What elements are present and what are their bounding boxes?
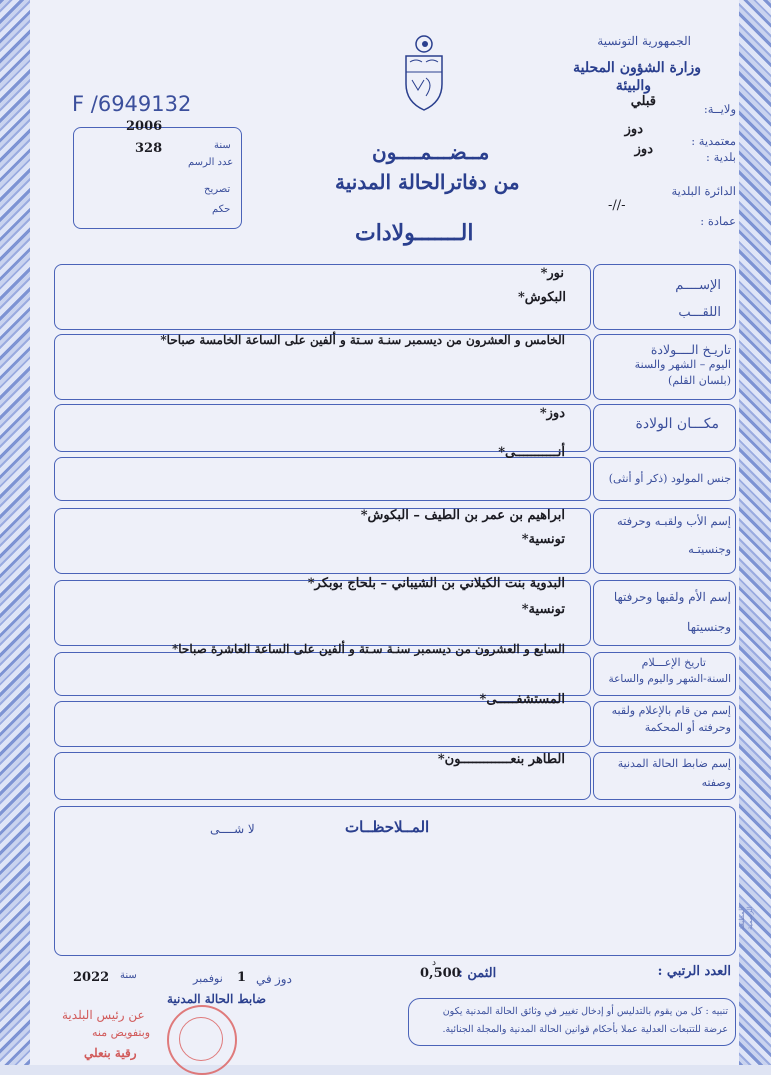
section-title: الـــــــولادات bbox=[355, 220, 474, 246]
field-label-birthdate: تاريـخ الــــولادة bbox=[650, 342, 731, 357]
field-value-box-declarant bbox=[54, 701, 591, 747]
printer-mark: المطبعة الرسمية bbox=[738, 906, 754, 930]
serial-label: العدد الرتبي : bbox=[657, 964, 731, 979]
registry-year-value: 2006 bbox=[126, 119, 163, 134]
field-label-declarant-sub: وحرفته أو المحكمة bbox=[644, 721, 731, 734]
field-value-father-nationality: تونسية* bbox=[521, 532, 565, 547]
remarks-label: المــلاحظــات bbox=[345, 818, 430, 836]
field-value-birthplace: دوز* bbox=[539, 406, 565, 421]
field-value-mother-nationality: تونسية* bbox=[521, 602, 565, 617]
delegation-value: دوز bbox=[624, 122, 643, 137]
coat-of-arms-icon bbox=[398, 34, 450, 114]
price-value: 0,500 bbox=[420, 966, 461, 981]
delegation-label: معتمدية : bbox=[691, 134, 736, 148]
field-value-officer: الطاهر بنعـــــــــــــون* bbox=[437, 752, 565, 767]
date-day: 1 bbox=[237, 970, 247, 985]
governorate-value: قبلي bbox=[630, 94, 656, 109]
delegate-line1: عن رئيس البلدية bbox=[62, 1008, 145, 1022]
field-label-declaration-date: تاريخ الإعـــلام bbox=[641, 656, 706, 669]
delegate-line2: وبتفويض منه bbox=[92, 1026, 151, 1039]
left-guilloche-border bbox=[0, 0, 32, 1065]
municipality-value: دوز bbox=[634, 142, 653, 157]
officer-title: ضابط الحالة المدنية bbox=[167, 992, 267, 1006]
district-value: -//- bbox=[608, 198, 626, 213]
governorate-label: ولايــة: bbox=[703, 102, 736, 116]
field-value-father: ابراهيم بن عمر بن الطيف – البكوش* bbox=[360, 508, 565, 523]
date-year-label: سنة bbox=[120, 970, 137, 981]
date-year-value: 2022 bbox=[73, 970, 110, 985]
registry-year-label: سنة bbox=[214, 140, 231, 151]
serial-number: F /6949132 bbox=[72, 92, 192, 116]
price-label: الثمن : bbox=[458, 966, 497, 981]
ministry-line1: وزارة الشؤون المحلية bbox=[573, 60, 701, 76]
field-label-name: الإســــم bbox=[675, 278, 721, 293]
field-label-mother: إسم الأم ولقبها وحرفتها bbox=[613, 590, 731, 604]
field-label-birthplace: مكـــان الولادة bbox=[635, 416, 719, 432]
republic-label: الجمهورية التونسية bbox=[597, 34, 691, 48]
field-value-surname: البكوش* bbox=[517, 290, 566, 305]
field-value-box-sex bbox=[54, 457, 591, 501]
remarks-value: لا شــــى bbox=[210, 822, 255, 836]
registry-number-value: 328 bbox=[135, 141, 163, 156]
field-label-officer-sub: وصفته bbox=[701, 776, 731, 789]
date-on: في bbox=[256, 972, 272, 986]
ministry-line2: والبيئة bbox=[615, 78, 651, 94]
field-label-father: إسم الأب ولقبـه وحرفته bbox=[616, 514, 731, 528]
legal-notice: تنبيه : كل من يقوم بالتدليس أو إدخال تغيير في وثائق الحالة المدنية يكون عرضة للتتبعات العدلية عملا بأحكام قوانين الحالة المدنية والمجلة الجنائية. bbox=[442, 1006, 728, 1035]
field-value-declaration-date: السابع و العشرون من ديسمبر سنـة سـتة و ألفين على الساعة العاشرة صباحا* bbox=[171, 642, 565, 656]
field-label-birthdate-sub: اليوم – الشهر والسنة bbox=[634, 358, 731, 371]
field-label-sex: جنس المولود (ذكر أو أنثى) bbox=[608, 472, 731, 485]
field-value-declarant: المستشفـــــى* bbox=[479, 692, 565, 707]
signer-name: رقية بنعلي bbox=[84, 1046, 137, 1060]
field-label-officer: إسم ضابط الحالة المدنية bbox=[617, 757, 731, 770]
registry-number-label: عدد الرسم bbox=[188, 157, 234, 168]
date-month: نوفمبر bbox=[193, 972, 223, 985]
field-label-declaration-date-sub: السنة-الشهر واليوم والساعة bbox=[608, 673, 731, 685]
field-label-declarant: إسم من قام بالإعلام ولقبه bbox=[611, 704, 731, 717]
sector-label: عمادة : bbox=[700, 214, 736, 228]
document-title-line2: من دفاترالحالة المدنية bbox=[335, 170, 520, 194]
field-value-name: نور* bbox=[540, 266, 564, 281]
field-value-sex: أنـــــــــــى* bbox=[498, 445, 565, 460]
field-label-surname: اللقـــب bbox=[678, 305, 721, 320]
field-value-birthdate: الخامس و العشرون من ديسمبر سنـة سـتة و ألفين على الساعة الخامسة صباحا* bbox=[160, 333, 565, 347]
declaration-label: تصريح bbox=[204, 184, 231, 195]
field-value-box-name bbox=[54, 264, 591, 330]
field-label-mother-nationality: وجنسيتها bbox=[687, 620, 731, 634]
field-label-father-nationality: وجنسيتـه bbox=[688, 542, 731, 556]
judgment-label: حكم bbox=[212, 204, 231, 215]
field-value-box-declaration-date bbox=[54, 652, 591, 696]
field-label-box-name bbox=[593, 264, 736, 330]
municipality-label: بلدية : bbox=[706, 150, 736, 164]
price-unit: د bbox=[432, 958, 437, 968]
field-value-mother: البدوية بنت الكيلاني بن الشيباني – بلحاج بوبكر* bbox=[307, 576, 565, 591]
date-place: دوز bbox=[275, 972, 292, 986]
field-label-birthdate-note: (بلسان القلم) bbox=[668, 374, 731, 387]
district-label: الدائرة البلدية bbox=[671, 184, 736, 198]
document-title-line1: مــضـــمــــون bbox=[372, 140, 490, 164]
